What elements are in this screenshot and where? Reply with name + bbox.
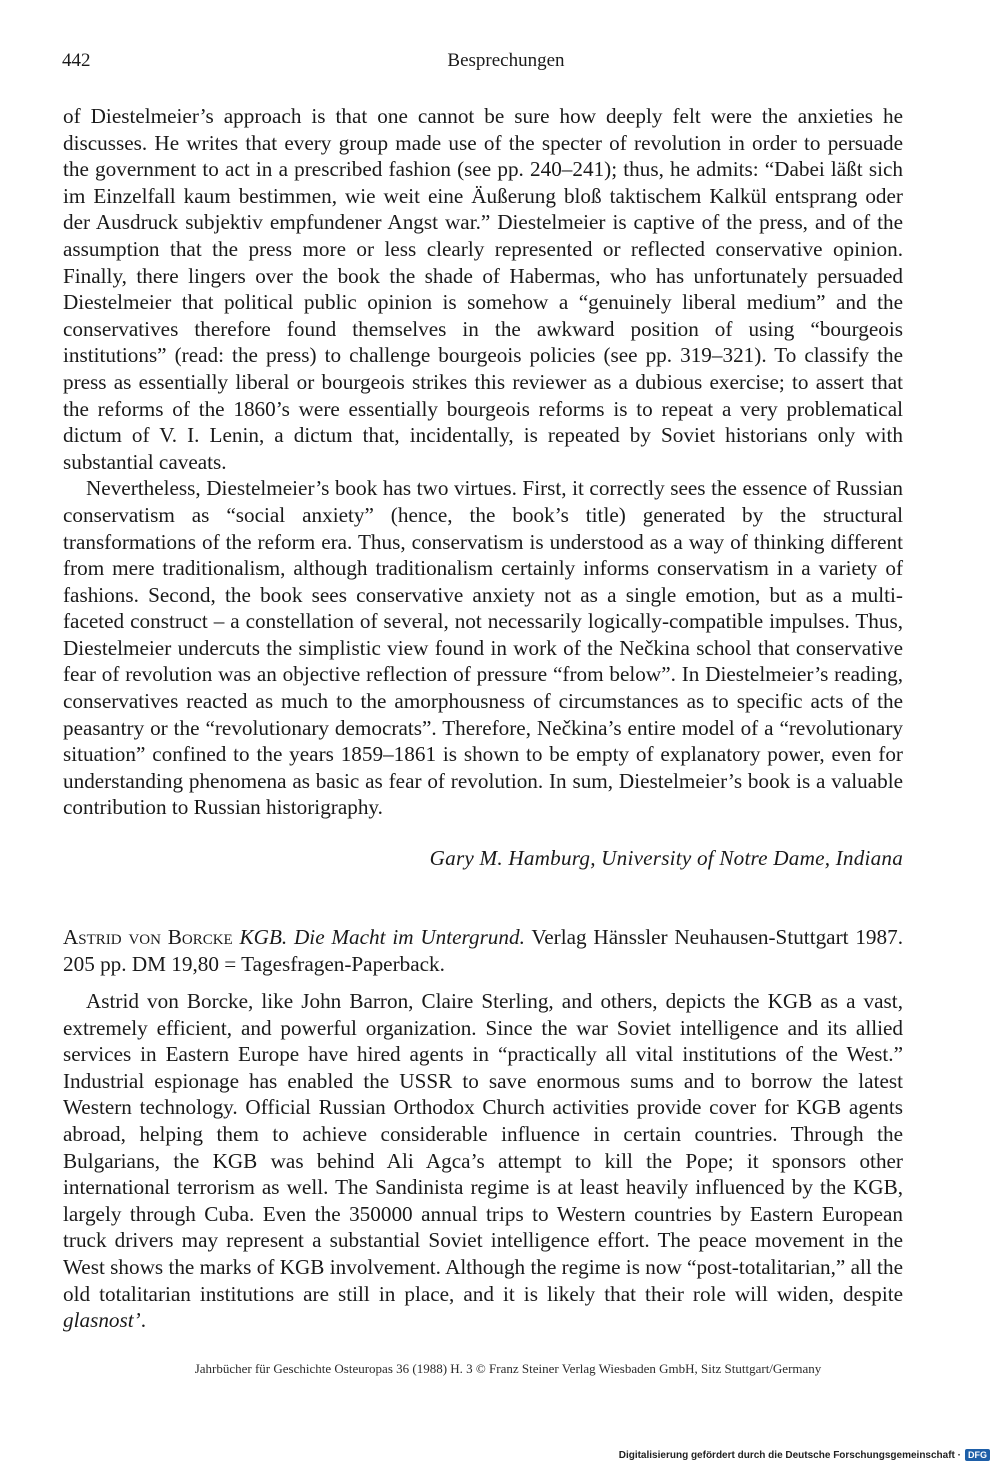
citation-author: Astrid von Borcke — [63, 925, 233, 949]
dfg-text: Digitalisierung gefördert durch die Deutsche Forschungsgemeinschaft · — [618, 1449, 961, 1461]
review2-paragraph-main: Astrid von Borcke, like John Barron, Claire Sterling, and others, depicts the KGB as a vast, extremely efficient, and powerful organization. Since the war Soviet intelligence and its allied services in Eastern Europe have hired agents in “practically all vital institutions of the West.” Industrial espionage has enabled the USSR to save enormous sums and to borrow the latest Western technology. Official Russian Orthodox Church activities provide cover for KGB agents abroad, helping them to achieve considerable influence in certain countries. Through the Bulgarians, the KGB was behind Ali Agca’s attempt to kill the Pope; it sponsors other international terrorism as well. The Sandinista regime is at least heavily influenced by the KGB, largely through Cuba. Even the 350000 annual trips to Western countries by Eastern European truck drivers may represent a substantial Soviet intelligence effort. The peace movement in the West shows the marks of KGB involvement. Although the regime is now “post-totalitarian,” all the old totalitarian institutions are still in place, and it is likely that their role will widen, despite — [63, 989, 903, 1306]
citation-publisher: Verlag Hänssler Neuhausen-Stuttgart 1987. 205 pp. DM 19,80 = Tagesfragen-Paperback. — [63, 925, 903, 976]
review2-paragraph-1 — [63, 988, 903, 1334]
dfg-banner — [619, 1449, 990, 1461]
page-number: 442 — [62, 50, 91, 71]
review2-paragraph-end: . — [140, 1308, 146, 1333]
review1-paragraph-2: Nevertheless, Diestelmeier’s book has two virtues. First, it correctly sees the essence of Russian conservatism as “social anxiety” (hence, the book’s title) generated by the structural transformations of the reform era. Thus, conservatism is understood as a way of thinking different from mere traditionalism, although traditionalism certainly informs conservatism in a variety of fashions. Second, the book sees conservative anxiety not as a single emotion, but as a multi-faceted construct – a constellation of several, not necessarily logically-compatible impulses. Thus, Diestelmeier undercuts the simplistic view found in work of the Nečkina school that conservative fear of revolution was an objective reflection of pressure “from below”. In Diestelmeier’s reading, conservatives reacted as much to the amorphousness of circumstances as to specific acts of the peasantry or the “revolutionary democrats”. Therefore, Nečkina’s entire model of a “revolutionary situation” confined to the years 1859–1861 is shown to be empty of explanatory power, even for understanding phenomena as basic as fear of revolution. In sum, Diestelmeier’s book is a valuable contribution to Russian historigraphy. — [63, 476, 903, 820]
review-hamburg-text — [63, 103, 903, 821]
review-kgb-text — [63, 988, 903, 1334]
journal-footer: Jahrbücher für Geschichte Osteuropas 36 (1988) H. 3 © Franz Steiner Verlag Wiesbaden GmbH, Sitz Stuttgart/Germany — [194, 1361, 822, 1376]
review1-signature: Gary M. Hamburg, University of Notre Dame, Indiana — [429, 846, 903, 870]
book-citation — [63, 924, 903, 977]
running-head: Besprechungen — [447, 50, 565, 71]
dfg-logo-icon: DFG — [965, 1449, 990, 1461]
review1-paragraph-1: of Diestelmeier’s approach is that one cannot be sure how deeply felt were the anxieties he discusses. He writes that every group made use of the specter of revolution in order to persuade the government to act in a prescribed fashion (see pp. 240–241); thus, he admits: “Dabei läßt sich im Einzelfall kaum bestimmen, wie weit eine Äußerung bloß taktischem Kalkül entsprang oder der Ausdruck subjektiv empfundener Angst war.” Diestelmeier is captive of the press, and of the assumption that the press more or less clearly represented or reflected conservative opinion. Finally, there lingers over the book the shade of Habermas, who has unfortunately persuaded Diestelmeier that political public opinion is somehow a “genuinely liberal medium” and the conservatives therefore found themselves in the awkward position of using “bourgeois institutions” (read: the press) to challenge bourgeois policies (see pp. 319–321). To classify the press as essentially liberal or bourgeois strikes this reviewer as a dubious exercise; to assert that the reforms of the 1860’s were essentially bourgeois reforms is to repeat a very problematical dictum of V. I. Lenin, a dictum that, incidentally, is repeated by Soviet historians only with substantial caveats. — [63, 104, 903, 474]
review2-glasnost: glasnost’ — [63, 1308, 141, 1333]
citation-title: KGB. Die Macht im Untergrund. — [239, 925, 525, 949]
